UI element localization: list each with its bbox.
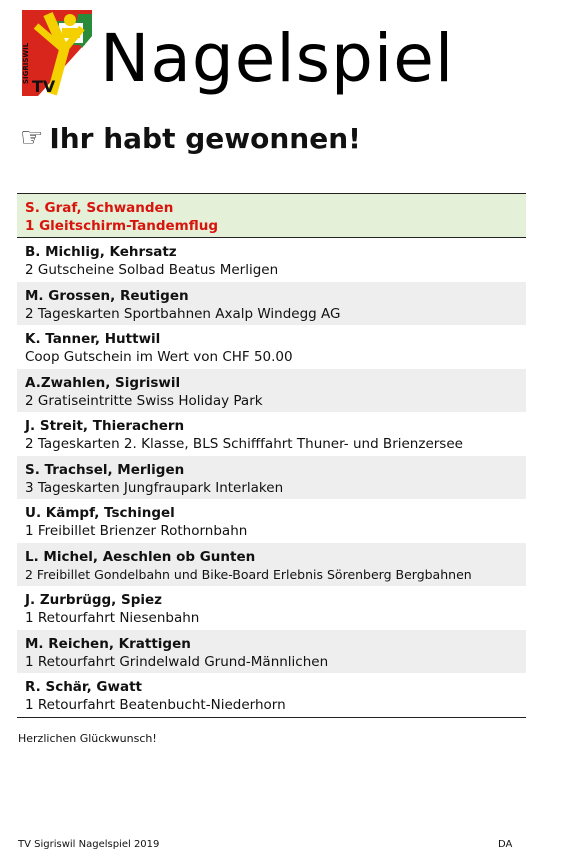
row-prize: 2 Gutscheine Solbad Beatus Merligen (25, 262, 279, 278)
row-prize: 2 Gratiseintritte Swiss Holiday Park (25, 392, 263, 409)
row-name: L. Michel, Aeschlen ob Gunten (25, 548, 256, 565)
page-title: Nagelspiel (100, 20, 455, 97)
row-name: K. Tanner, Huttwil (25, 331, 161, 347)
header (18, 6, 558, 106)
winner-row (17, 194, 526, 238)
winner-prize: 1 Gleitschirm-Tandemflug (25, 218, 219, 234)
table-row (17, 238, 526, 282)
table-row (17, 412, 526, 456)
table-row (17, 282, 526, 326)
row-prize: 1 Retourfahrt Grindelwald Grund-Männlichen (25, 653, 329, 670)
table-row (17, 325, 526, 369)
row-prize: 1 Freibillet Brienzer Rothornbahn (25, 523, 248, 539)
table-row (17, 499, 526, 543)
logo-vertical-text: SIGRISWIL (22, 42, 30, 84)
row-name: M. Grossen, Reutigen (25, 287, 189, 304)
table-row (17, 369, 526, 413)
winner-name: S. Graf, Schwanden (25, 200, 174, 216)
row-name: A.Zwahlen, Sigriswil (25, 374, 181, 391)
row-prize: 2 Freibillet Gondelbahn und Bike-Board Erlebnis Sörenberg Bergbahnen (25, 566, 472, 582)
pointing-hand-icon: ☞ (20, 123, 44, 153)
table-row (17, 543, 526, 587)
subtitle (20, 116, 361, 160)
winners-table (17, 193, 526, 718)
row-prize: 1 Retourfahrt Niesenbahn (25, 610, 200, 626)
row-name: U. Kämpf, Tschingel (25, 505, 175, 521)
row-name: B. Michlig, Kehrsatz (25, 244, 177, 260)
footer-right-text: DA (498, 839, 513, 850)
row-name: J. Streit, Thierachern (25, 418, 185, 434)
row-prize: 1 Retourfahrt Beatenbucht-Niederhorn (25, 697, 286, 713)
row-prize: 3 Tageskarten Jungfraupark Interlaken (25, 479, 284, 496)
row-name: J. Zurbrügg, Spiez (25, 592, 163, 608)
row-prize: 2 Tageskarten 2. Klasse, BLS Schifffahrt Thuner- und Brienzersee (25, 436, 463, 452)
table-row (17, 586, 526, 630)
row-name: R. Schär, Gwatt (25, 679, 142, 695)
table-row (17, 630, 526, 674)
footer-left-text: TV Sigriswil Nagelspiel 2019 (18, 839, 160, 850)
logo-tv-text: TV (32, 77, 56, 96)
row-name: M. Reichen, Krattigen (25, 635, 191, 652)
row-prize: 2 Tageskarten Sportbahnen Axalp Windegg AG (25, 305, 341, 322)
row-prize: Coop Gutschein im Wert von CHF 50.00 (25, 349, 293, 365)
subtitle-text: Ihr habt gewonnen! (49, 121, 361, 155)
table-row (17, 673, 526, 717)
table-row (17, 456, 526, 500)
tv-sigriswil-logo (18, 6, 96, 98)
congratulations-text: Herzlichen Glückwunsch! (18, 732, 157, 745)
row-name: S. Trachsel, Merligen (25, 461, 185, 478)
